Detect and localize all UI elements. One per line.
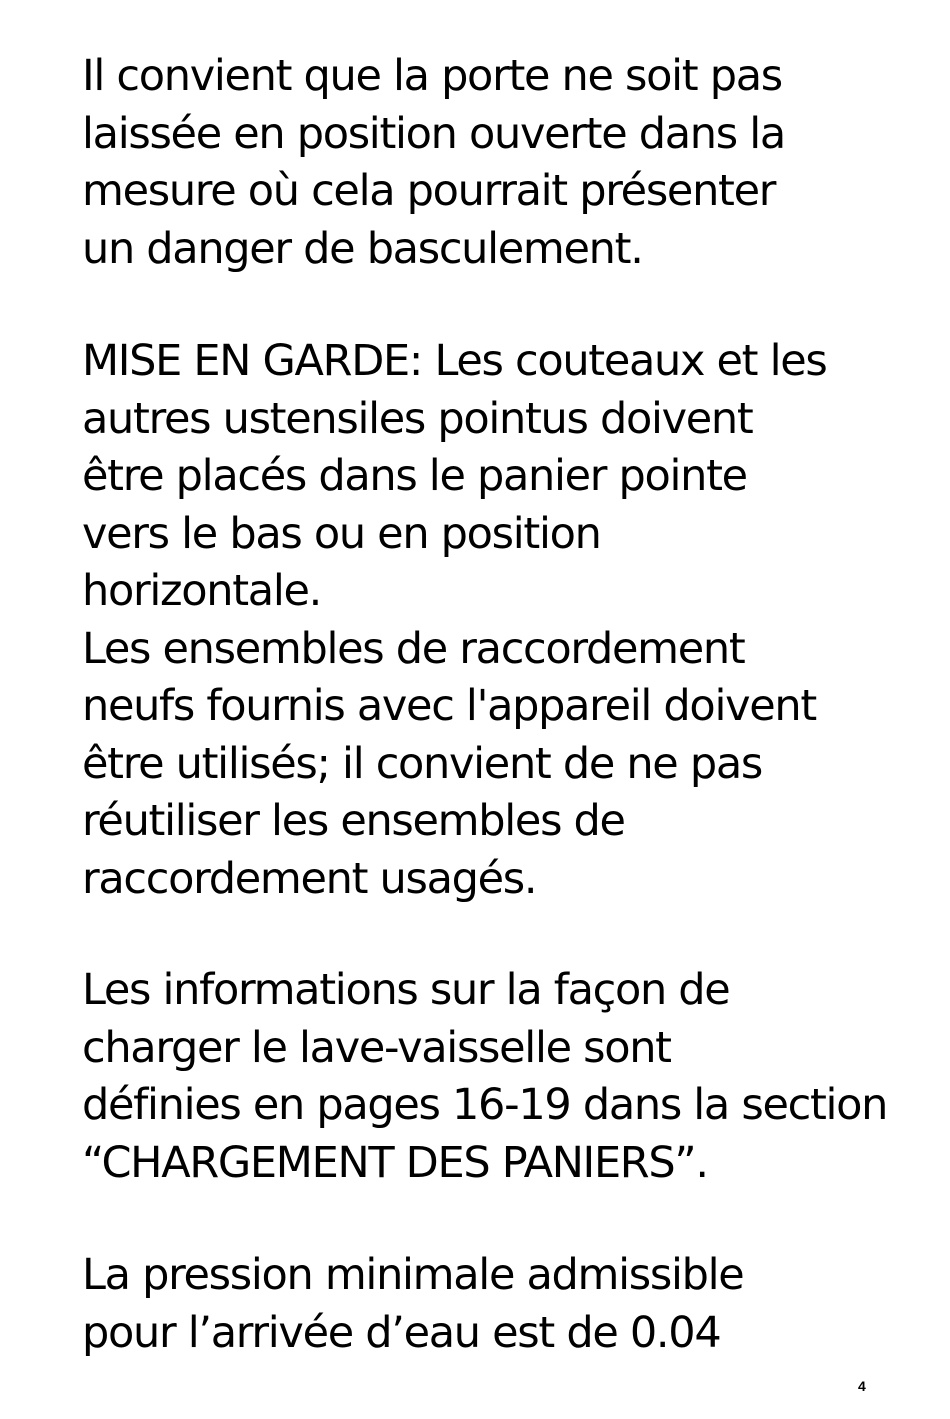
text-line: définies en pages 16-19 dans la section: [82, 1080, 888, 1130]
text-line: Les informations sur la façon de: [82, 965, 730, 1015]
text-line: laissée en position ouverte dans la: [82, 108, 785, 159]
text-line: un danger de basculement.: [82, 223, 643, 274]
text-line: horizontale.: [82, 566, 321, 616]
text-line: neufs fournis avec l'appareil doivent: [82, 681, 816, 731]
paragraph-warning-knives: [82, 333, 942, 908]
text-line: Il convient que la porte ne soit pas: [82, 51, 782, 101]
text-line: charger le lave-vaisselle sont: [82, 1022, 671, 1073]
paragraph-water-pressure: [82, 1247, 942, 1362]
paragraph-door-position: [82, 48, 942, 278]
text-line: raccordement usagés.: [82, 853, 537, 904]
page-number: 4: [858, 1378, 866, 1394]
text-line: La pression minimale admissible: [82, 1250, 744, 1300]
text-line: mesure où cela pourrait présenter: [82, 166, 776, 216]
text-line: réutiliser les ensembles de: [82, 796, 625, 846]
text-line: Les ensembles de raccordement: [82, 623, 745, 674]
text-line: autres ustensiles pointus doivent: [82, 393, 753, 444]
text-line: MISE EN GARDE: Les couteaux et les: [82, 336, 827, 386]
text-line: être placés dans le panier pointe: [82, 451, 747, 501]
text-line: être utilisés; il convient de ne pas: [82, 738, 762, 789]
text-line: vers le bas ou en position: [82, 508, 601, 559]
text-line: pour l’arrivée d’eau est de 0.04: [82, 1307, 721, 1358]
text-line: “CHARGEMENT DES PANIERS”.: [82, 1137, 708, 1188]
paragraph-loading-info: [82, 962, 942, 1192]
